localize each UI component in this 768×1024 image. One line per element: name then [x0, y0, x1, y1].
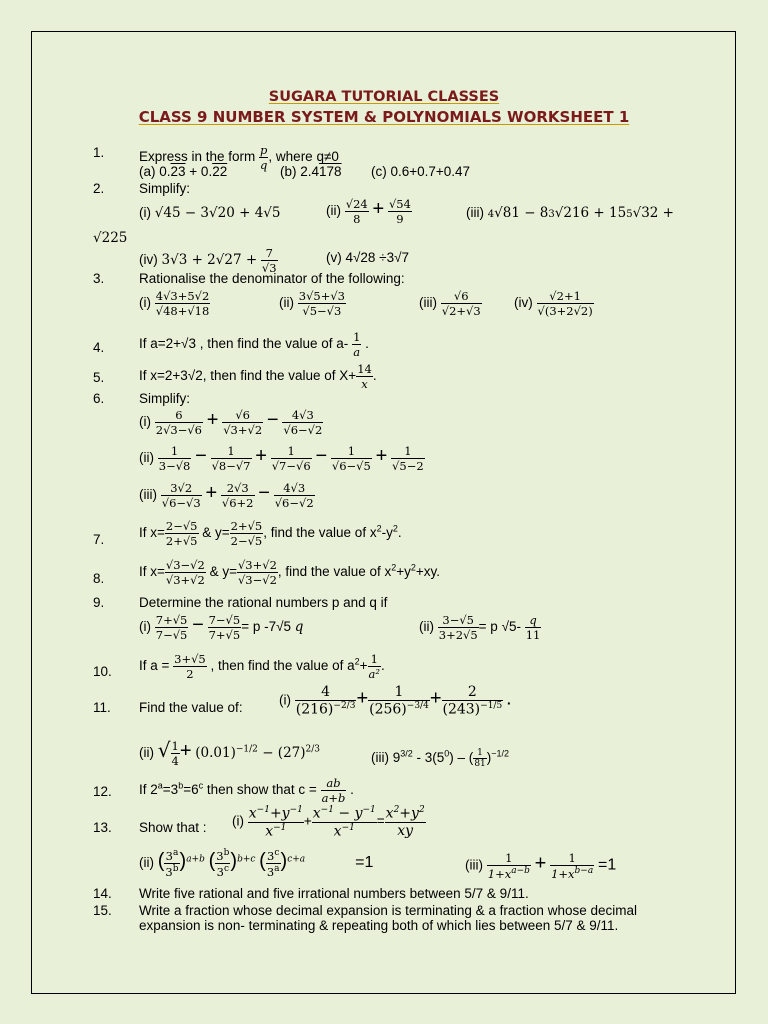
- q3-part-i: (i) $\frac{4√3+5√2}{√48+√18}$: [139, 289, 210, 318]
- q15-text-line-1: Write a fraction whose decimal expansion is terminating & a fraction whose decimal: [139, 903, 637, 918]
- q11-part-iii: (iii) $9^{3/2} - 3(5^0)$ – ( $\frac{1}{81}$ )$^{-1/2}$: [371, 748, 510, 769]
- q9-part-ii: (ii) $\frac{3-√5}{3+2√5}$ = p √5- $\frac{q}{11}$: [419, 613, 541, 642]
- q9-part-i: (i) $\frac{7+√5}{7-√5}$ − $\frac{7-√5}{7+√5}$ = p -7√5 q: [139, 613, 304, 642]
- header-line-1: SUGARA TUTORIAL CLASSES: [268, 89, 500, 105]
- q8-text: If x= $\frac{√3-√2}{√3+√2}$ & y= $\frac{√3+√2}{√3-√2}$ , find the value of $x^2+y^2+xy$.: [139, 558, 441, 587]
- q2-text: Simplify:: [139, 181, 191, 196]
- q1-part-c: (c) 0.6+0.7+0.47: [371, 164, 471, 179]
- q3-part-iv: (iv) $\frac{√2+1}{√(3+2√2)}$: [514, 289, 593, 318]
- q9-number: 9.: [93, 595, 105, 610]
- q2-number: 2.: [93, 181, 105, 196]
- q4-number: 4.: [93, 340, 105, 355]
- q12-number: 12.: [93, 784, 112, 799]
- q3-number: 3.: [93, 271, 105, 286]
- q7-text: If x= $\frac{2-√5}{2+√5}$ & y= $\frac{2+√5}{2-√5}$ , find the value of $x^2-y^2$.: [139, 519, 402, 548]
- q13-text: Show that :: [139, 820, 207, 835]
- q11-number: 11.: [93, 700, 111, 715]
- q6-text: Simplify:: [139, 391, 191, 406]
- q5-text: If x=2+3√2, then find the value of X+ $\frac{14}{x}$ .: [139, 362, 377, 391]
- q12-text: If $2^a=3^b=6^c$ then show that c = $\frac{ab}{a+b}$ .: [139, 776, 354, 805]
- q6-part-i: (i) $\frac{6}{2√3-√6}$ + $\frac{√6}{√3+√2}$ − $\frac{4√3}{√6-√2}$: [139, 408, 323, 437]
- q2-part-iii-cont: √225: [93, 230, 128, 246]
- q7-number: 7.: [93, 532, 105, 547]
- q6-number: 6.: [93, 391, 105, 406]
- q13-part-iii: (iii) $\frac{1}{1+x^{a-b}}$ + $\frac{1}{1+x^{b-a}}$ =1: [465, 851, 617, 881]
- q1-number: 1.: [93, 145, 105, 160]
- q3-part-ii: (ii) $\frac{3√5+√3}{√5-√3}$: [279, 289, 345, 318]
- q15-number: 15.: [93, 903, 112, 918]
- q13-part-i: (i) $\frac{x^{-1}+y^{-1}}{x^{-1}}$ + $\frac{x^{-1} - y^{-1}}{x^{-1}}$ = $\frac{x^2+y^2}{xy}$: [232, 805, 425, 840]
- q2-part-iii: (iii) 4√81 − 83√216 + 155√32 +: [466, 205, 674, 221]
- q1-part-b: (b) 2.4178: [280, 164, 342, 179]
- q11-part-ii: (ii) √ $\frac{1}{4}$ + $(0.01)^{-1/2} - (27)^{2/3}$: [139, 738, 320, 768]
- q14-text: Write five rational and five irrational numbers between 5/7 & 9/11.: [139, 886, 529, 901]
- q2-part-i: (i) √45 − 3√20 + 4√5: [139, 205, 281, 221]
- q9-text: Determine the rational numbers p and q if: [139, 595, 388, 610]
- q8-number: 8.: [93, 571, 105, 586]
- q13-number: 13.: [93, 820, 112, 835]
- q1-part-a: (a) 0.23 + 0.22: [139, 164, 228, 179]
- q2-part-ii: (ii) $\frac{√24}{8}$ + $\frac{√54}{9}$: [326, 197, 411, 226]
- q11-part-i: (i) $\frac{4}{(216)^{-2/3}}$ + $\frac{1}{(256)^{-3/4}}$ + $\frac{2}{(243)^{-1/5}}$ .: [279, 684, 511, 718]
- q3-part-iii: (iii) $\frac{√6}{√2+√3}$: [419, 289, 481, 318]
- q15-text-line-2: expansion is non- terminating & repeating both of which lies between 5/7 & 9/11.: [139, 918, 619, 933]
- q6-part-iii: (iii) $\frac{3√2}{√6-√3}$ + $\frac{2√3}{√6+2}$ − $\frac{4√3}{√6-√2}$: [139, 481, 314, 510]
- q3-text: Rationalise the denominator of the following:: [139, 271, 405, 286]
- q6-part-ii: (ii) $\frac{1}{3-√8}$ − $\frac{1}{√8-√7}$ + $\frac{1}{√7-√6}$ − $\frac{1}{√6-√5}$ + $\frac{1}{√5-2}$: [139, 444, 424, 473]
- q10-number: 10.: [93, 664, 112, 679]
- q5-number: 5.: [93, 370, 105, 385]
- q2-part-iv: (iv) 3√3 + 2√27 + $\frac{7}{√3}$: [139, 246, 277, 275]
- q2-part-v: (v) 4√28 ÷3√7: [326, 250, 410, 265]
- q13-part-ii: (ii) ( $\frac{3^a}{3^b}$ )$^{a+b}$ ( $\frac{3^b}{3^c}$ )$^{b+c}$ ( $\frac{3^c}{3^a}$ )$^{c+a}$ =1: [139, 848, 374, 879]
- q11-text: Find the value of:: [139, 700, 243, 715]
- q1-text: Express in the form $\frac{p}{q}$ , where q≠0: [139, 143, 339, 172]
- header-line-2: CLASS 9 NUMBER SYSTEM & POLYNOMIALS WORKSHEET 1: [138, 108, 630, 126]
- q10-text: If a = $\frac{3+√5}{2}$ , then find the value of $a^2+$ $\frac{1}{\text{a²}}$ .: [139, 652, 385, 681]
- q4-text: If a=2+√3 , then find the value of a- $\frac{1}{a}$ .: [139, 330, 369, 359]
- q14-number: 14.: [93, 886, 112, 901]
